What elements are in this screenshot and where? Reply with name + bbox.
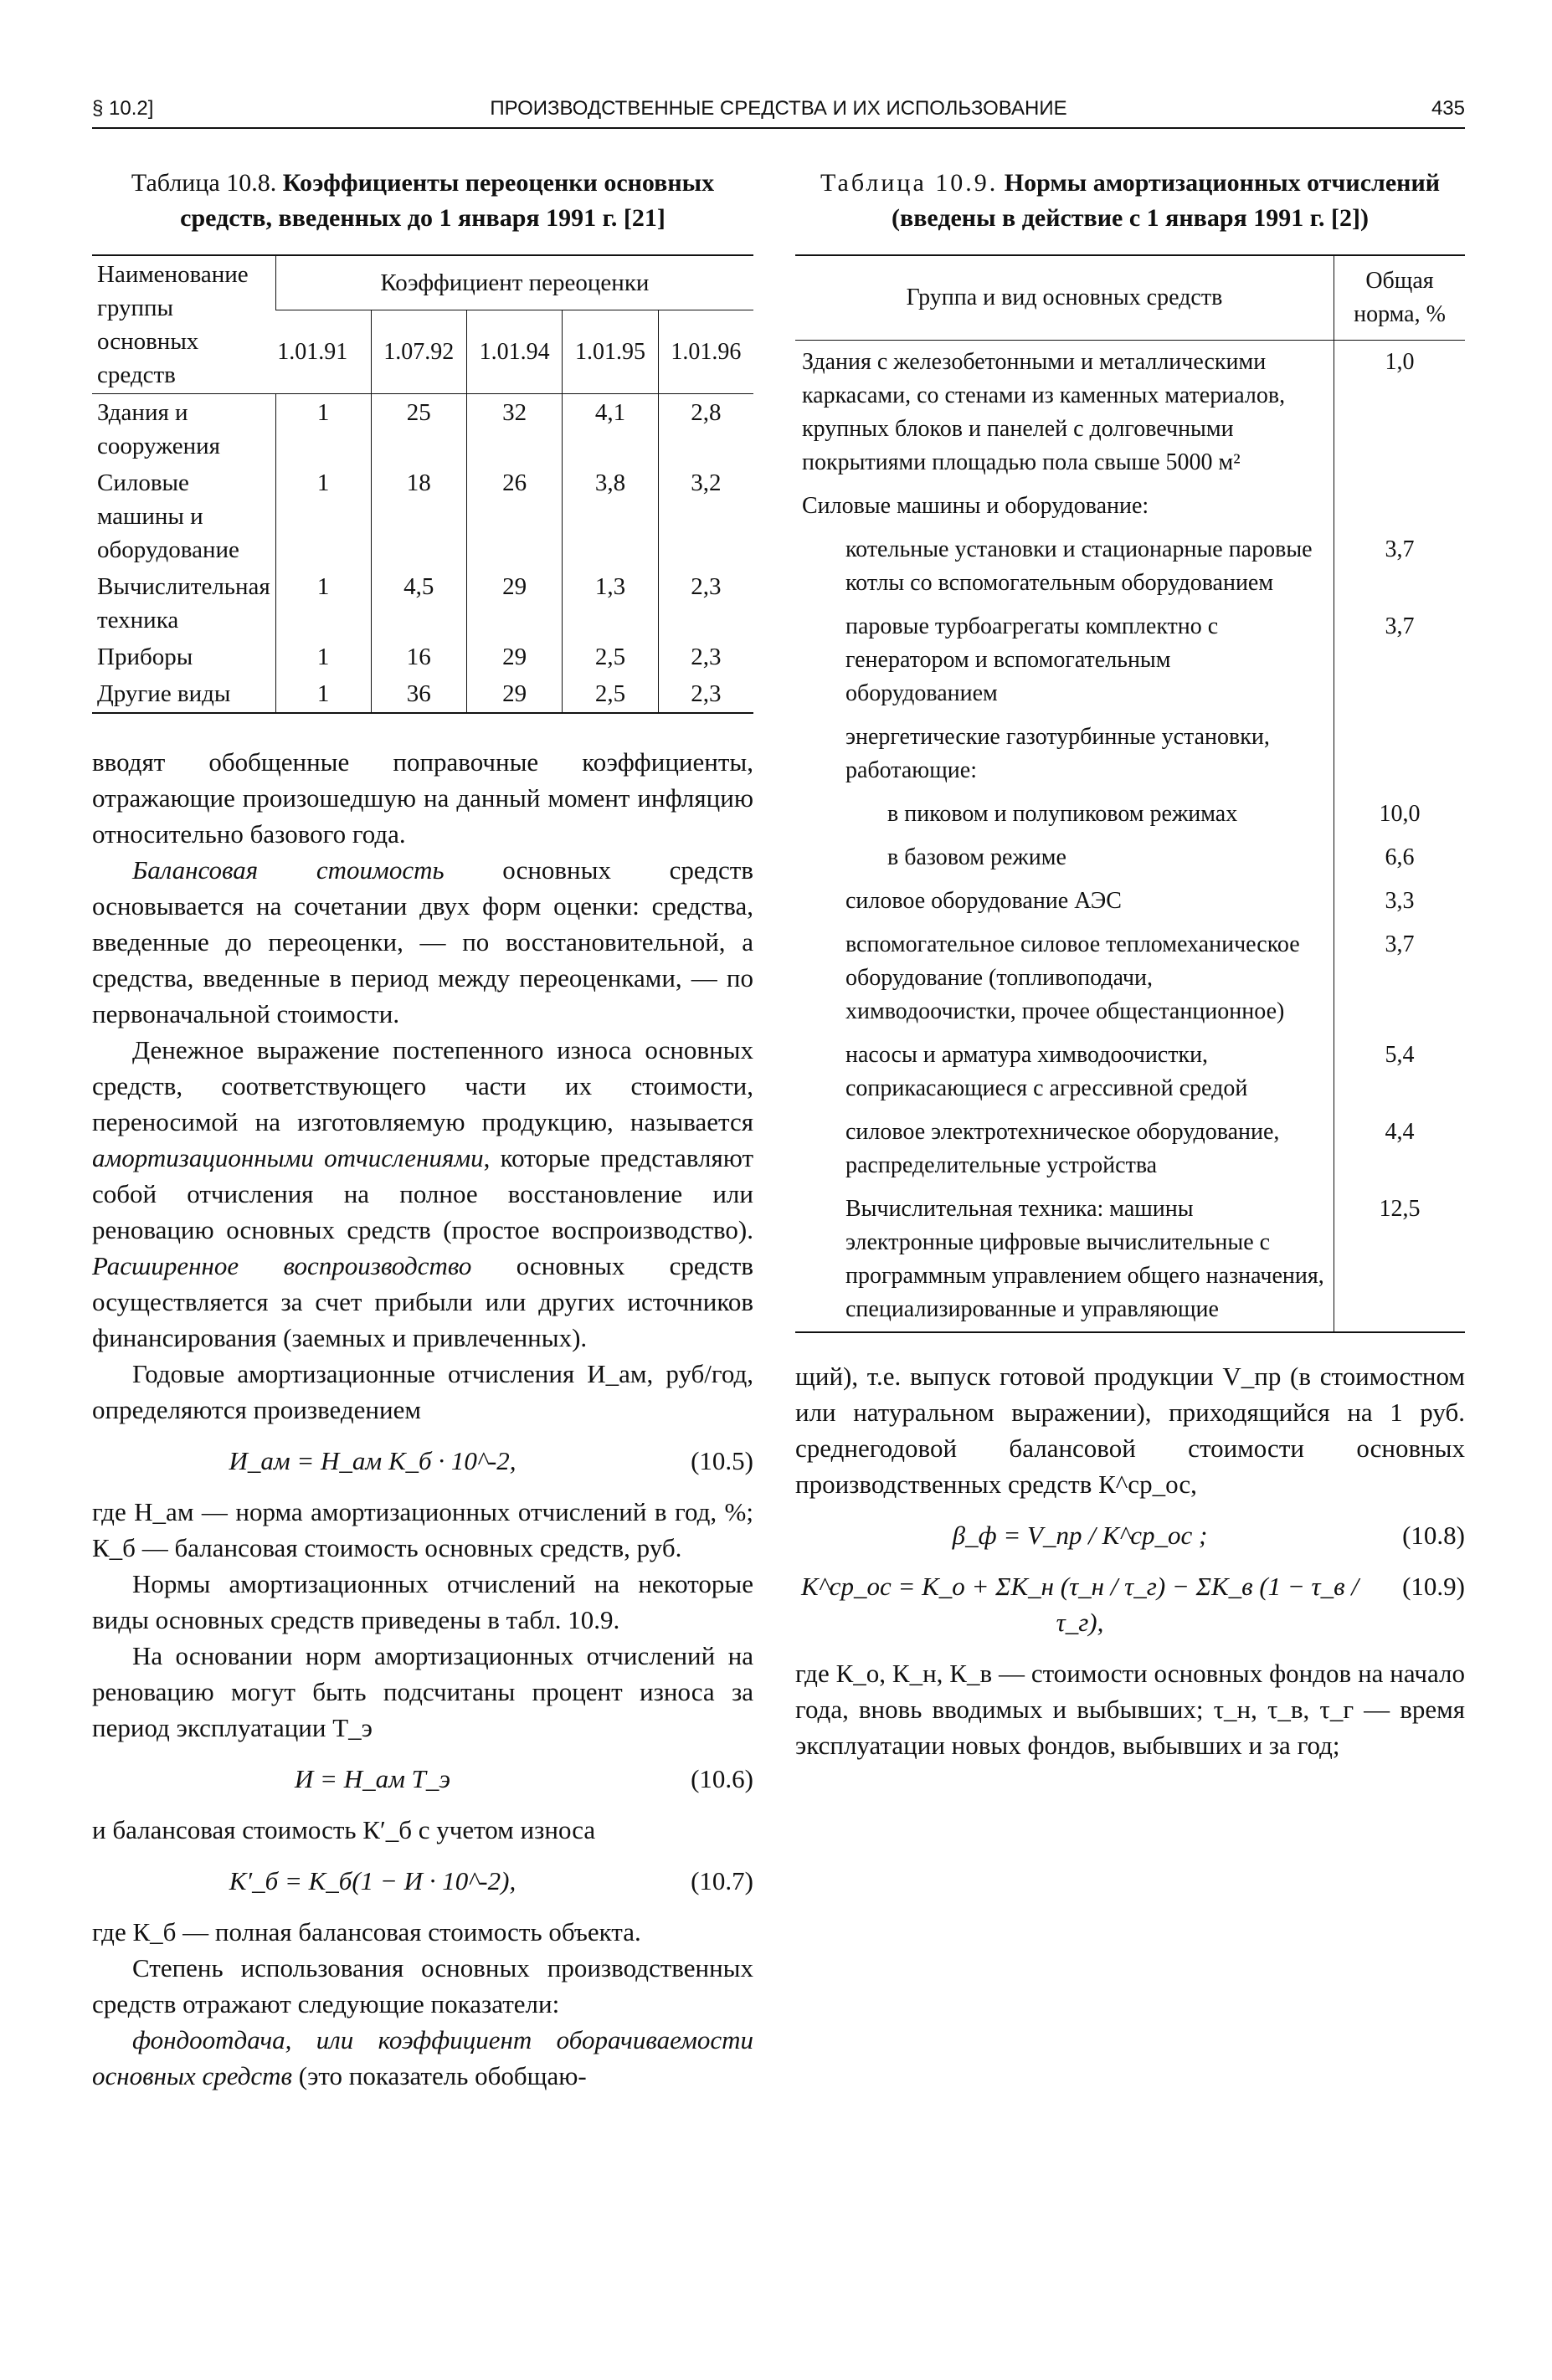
- group-header: Группа и вид основных средств: [795, 255, 1334, 341]
- table-row: в базовом режиме 6,6: [795, 836, 1465, 880]
- table-row: Приборы 1 16 29 2,5 2,3: [92, 639, 753, 675]
- table-row: Другие виды 1 36 29 2,5 2,3: [92, 675, 753, 713]
- table-row: силовое оборудование АЭС 3,3: [795, 880, 1465, 923]
- equation-10-7: К′_б = К_б(1 − И · 10^-2), (10.7): [229, 1866, 753, 1895]
- running-title: ПРОИЗВОДСТВЕННЫЕ СРЕДСТВА И ИХ ИСПОЛЬЗОВАНИЕ: [490, 97, 1067, 120]
- table-row: вспомогательное силовое тепломеханическое оборудование (топливоподачи, химводоочистки, прочее общестанционное) 3,7: [795, 923, 1465, 1034]
- table-row: котельные установки и стационарные паровые котлы со вспомогательным оборудованием 3,7: [795, 528, 1465, 605]
- table-row: насосы и арматура химводоочистки, соприкасающиеся с агрессивной средой 5,4: [795, 1034, 1465, 1110]
- table-row: в пиковом и полупиковом режимах 10,0: [795, 792, 1465, 836]
- paragraph: На основании норм амортизационных отчислений на реновацию могут быть подсчитаны процент износа за период эксплуатации Т_э: [92, 1641, 753, 1742]
- table-row: энергетические газотурбинные установки, работающие:: [795, 716, 1465, 792]
- paragraph: Степень использования основных производственных средств отражают следующие показатели:: [92, 1953, 753, 2018]
- date-header: 1.01.91: [275, 310, 371, 394]
- table-row: Вычислительная техника: машины электронные цифровые вычислительные с программным управлением общего назначения, специализированные и управляющие 12,5: [795, 1187, 1465, 1332]
- paragraph: вводят обобщенные поправочные коэффициенты, отражающие произошедшую на данный момент инфляцию относительно базового года.: [92, 747, 753, 849]
- coef-header: Коэффициент переоценки: [275, 255, 753, 310]
- page-number: 435: [1431, 97, 1465, 120]
- paragraph: Нормы амортизационных отчислений на некоторые виды основных средств приведены в табл. 10.9.: [92, 1569, 753, 1634]
- equation-10-5: И_ам = Н_ам К_б · 10^-2, (10.5): [229, 1446, 753, 1475]
- table-10-8-caption: Таблица 10.8. Коэффициенты переоценки основных средств, введенных до 1 января 1991 г. [21]: [131, 169, 715, 232]
- right-column: [795, 166, 1465, 1763]
- table-row: Силовые машины и оборудование:: [795, 485, 1465, 528]
- table-10-9: [795, 254, 1465, 1333]
- date-header: 1.07.92: [371, 310, 466, 394]
- group-header: Наименование группы основных средств: [92, 255, 275, 394]
- table-row: паровые турбоагрегаты комплектно с генератором и вспомогательным оборудованием 3,7: [795, 605, 1465, 716]
- running-header: [92, 90, 1465, 129]
- paragraph: Балансовая стоимость основных средств основывается на сочетании двух форм оценки: средства, введенные до переоценки, — по восстановительной, а средства, введенные в период между переоценками, — по первоначальной стоимости.: [92, 855, 753, 1028]
- date-header: 1.01.96: [658, 310, 753, 394]
- equation-10-6: И = Н_ам Т_э (10.6): [294, 1764, 753, 1793]
- paragraph: Денежное выражение постепенного износа основных средств, соответствующего части их стоимости, переносимой на изготовляемую продукцию, называется амортизационными отчислениями, которые представляют собой отчисления на полное восстановление или реновацию основных средств (простое воспроизводство). Расширенное воспроизводство основных средств осуществляется за счет прибыли или других источников финансирования (заемных и привлеченных).: [92, 1035, 754, 1352]
- table-row: Вычислительная техника 1 4,5 29 1,3 2,3: [92, 568, 753, 639]
- date-header: 1.01.94: [466, 310, 562, 394]
- table-10-8: [92, 254, 753, 714]
- equation-10-9: К^ср_ос = К_о + ΣК_н (τ_н / τ_г) − ΣК_в (1 − τ_в / τ_г), (10.9): [801, 1572, 1465, 1637]
- section-ref: § 10.2]: [92, 97, 154, 120]
- table-row: Здания и сооружения 1 25 32 4,1 2,8: [92, 394, 753, 465]
- table-row: Силовые машины и оборудование 1 18 26 3,8 3,2: [92, 464, 753, 568]
- table-10-9-caption: Таблица 10.9. Нормы амортизационных отчислений (введены в действие с 1 января 1991 г. [2]): [820, 169, 1441, 232]
- table-row: Здания с железобетонными и металлическими каркасами, со стенами из каменных материалов, крупных блоков и панелей с долговечными покрытиями площадью пола свыше 5000 м² 1,0: [795, 341, 1465, 485]
- equation-10-8: β_ф = V_пр / К^ср_ос ; (10.8): [952, 1521, 1465, 1550]
- paragraph: где К_о, К_н, К_в — стоимости основных фондов на начало года, вновь вводимых и выбывших; τ_н, τ_в, τ_г — время эксплуатации новых фондов, выбывших и за год;: [795, 1659, 1465, 1760]
- date-header: 1.01.95: [563, 310, 658, 394]
- left-column: [92, 166, 753, 2094]
- paragraph: Годовые амортизационные отчисления И_ам, руб/год, определяются произведением: [92, 1359, 753, 1424]
- paragraph: где К_б — полная балансовая стоимость объекта.: [92, 1917, 641, 1947]
- paragraph: где Н_ам — норма амортизационных отчислений в год, %; К_б — балансовая стоимость основных средств, руб.: [92, 1497, 753, 1562]
- table-row: силовое электротехническое оборудование, распределительные устройства 4,4: [795, 1110, 1465, 1187]
- paragraph: щий), т.е. выпуск готовой продукции V_пр (в стоимостном или натуральном выражении), приходящийся на 1 руб. среднегодовой балансовой стоимости основных производственных средств К^ср_ос,: [795, 1362, 1465, 1499]
- norm-header: Общая норма, %: [1334, 255, 1466, 341]
- paragraph: фондоотдача, или коэффициент оборачиваемости основных средств (это показатель обобщаю-: [92, 2025, 753, 2090]
- paragraph: и балансовая стоимость К′_б с учетом износа: [92, 1815, 596, 1844]
